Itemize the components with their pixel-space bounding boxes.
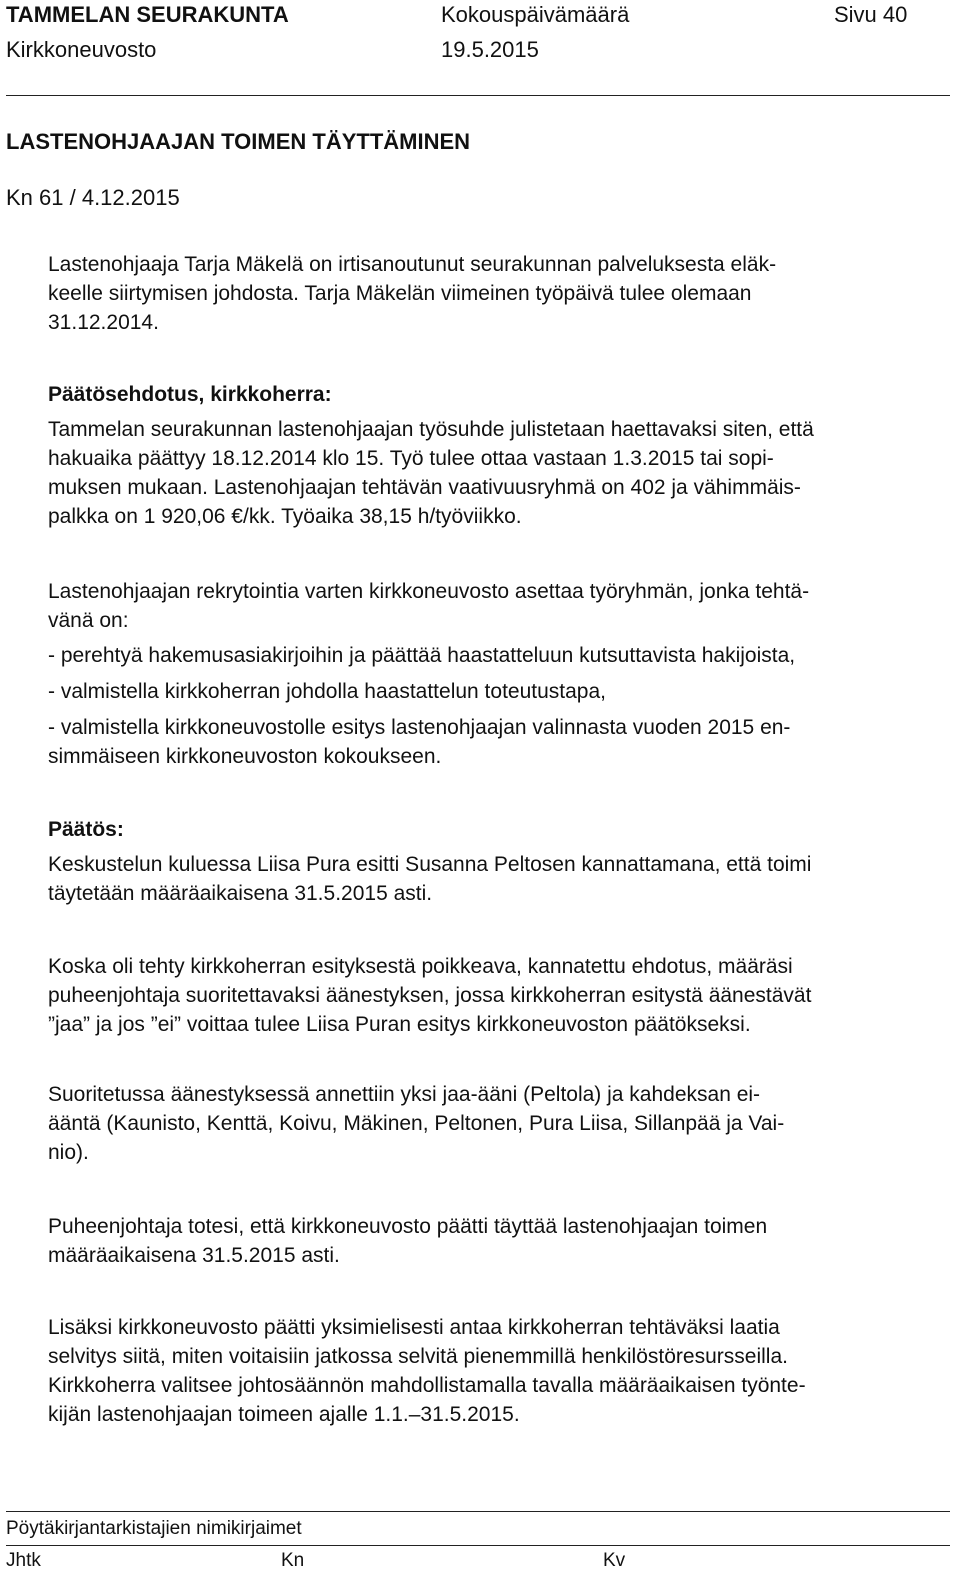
text-line: ”jaa” ja jos ”ei” voittaa tulee Liisa Puran esitys kirkkoneuvoston päätökseksi.	[48, 1013, 751, 1036]
text-line: Lastenohjaaja Tarja Mäkelä on irtisanoutunut seurakunnan palveluksesta eläk-	[48, 253, 777, 276]
text-line: - valmistella kirkkoherran johdolla haastattelun toteutustapa,	[48, 680, 606, 703]
proposal-section	[48, 380, 950, 409]
text-line: vänä on:	[48, 609, 129, 632]
text-line: - valmistella kirkkoneuvostolle esitys lastenohjaajan valinnasta vuoden 2015 en-	[48, 716, 791, 739]
intro-paragraph	[48, 250, 950, 337]
text-line: Kirkkoherra valitsee johtosäännön mahdollistamalla tavalla määräaikaisen työnte-	[48, 1374, 806, 1397]
decision-paragraph	[48, 1313, 950, 1429]
header-divider	[6, 95, 950, 96]
task-list-item	[48, 713, 950, 771]
text-line: Lisäksi kirkkoneuvosto päätti yksimielisesti antaa kirkkoherran tehtäväksi laatia	[48, 1316, 780, 1339]
task-list-item	[48, 641, 950, 670]
initials-kn: Kn	[281, 1550, 305, 1571]
text-line: puheenjohtaja suoritettavaksi äänestyksen, jossa kirkkoherran esitystä äänestävät	[48, 984, 812, 1007]
proposal-heading: Päätösehdotus, kirkkoherra:	[48, 383, 332, 406]
text-line: määräaikaisena 31.5.2015 asti.	[48, 1244, 340, 1267]
initials-jhtk: Jhtk	[6, 1550, 41, 1571]
text-line: täytetään määräaikaisena 31.5.2015 asti.	[48, 882, 433, 905]
initials-kv: Kv	[603, 1550, 626, 1571]
text-line: palkka on 1 920,06 €/kk. Työaika 38,15 h/työviikko.	[48, 505, 522, 528]
footer-divider-lower	[6, 1545, 950, 1546]
proposal-paragraph	[48, 415, 950, 531]
document-type: Kokouspäivämäärä	[441, 2, 630, 27]
text-line: nio).	[48, 1141, 89, 1164]
text-line: Puheenjohtaja totesi, että kirkkoneuvosto päätti täyttää lastenohjaajan toimen	[48, 1215, 768, 1238]
decision-section	[48, 815, 950, 844]
meeting-date: 19.5.2015	[441, 37, 539, 62]
text-line: keelle siirtymisen johdosta. Tarja Mäkelän viimeinen työpäivä tulee olemaan	[48, 282, 752, 305]
text-line: ääntä (Kaunisto, Kenttä, Koivu, Mäkinen, Peltonen, Pura Liisa, Sillanpää ja Vai-	[48, 1112, 785, 1135]
footer-label: Pöytäkirjantarkistajien nimikirjaimet	[6, 1518, 302, 1539]
footer-divider	[6, 1511, 950, 1512]
reference: Kn 61 / 4.12.2015	[6, 185, 180, 210]
text-line: hakuaika päättyy 18.12.2014 klo 15. Työ tulee ottaa vastaan 1.3.2015 tai sopi-	[48, 447, 774, 470]
text-line: simmäiseen kirkkoneuvoston kokoukseen.	[48, 745, 442, 768]
recruitment-paragraph	[48, 577, 950, 635]
text-line: kijän lastenohjaajan toimeen ajalle 1.1.–31.5.2015.	[48, 1403, 520, 1426]
page-number: Sivu 40	[834, 2, 908, 27]
text-line: Keskustelun kuluessa Liisa Pura esitti Susanna Peltosen kannattamana, että toimi	[48, 853, 812, 876]
page-title: LASTENOHJAAJAN TOIMEN TÄYTTÄMINEN	[6, 129, 471, 154]
text-line: selvitys siitä, miten voitaisiin jatkossa selvitä pienemmillä henkilöstöresursseilla.	[48, 1345, 788, 1368]
text-line: Lastenohjaajan rekrytointia varten kirkkoneuvosto asettaa työryhmän, jonka tehtä-	[48, 580, 810, 603]
body-name: Kirkkoneuvosto	[6, 37, 157, 62]
decision-paragraph	[48, 1212, 950, 1270]
decision-heading: Päätös:	[48, 818, 124, 841]
text-line: - perehtyä hakemusasiakirjoihin ja päättää haastatteluun kutsuttavista hakijoista,	[48, 644, 796, 667]
text-line: muksen mukaan. Lastenohjaajan tehtävän vaativuusryhmä on 402 ja vähimmäis-	[48, 476, 801, 499]
decision-paragraph	[48, 952, 950, 1039]
decision-paragraph	[48, 1080, 950, 1167]
text-line: 31.12.2014.	[48, 311, 159, 334]
text-line: Koska oli tehty kirkkoherran esityksestä poikkeava, kannatettu ehdotus, määräsi	[48, 955, 793, 978]
org-name: TAMMELAN SEURAKUNTA	[6, 2, 289, 27]
task-list-item	[48, 677, 950, 706]
text-line: Tammelan seurakunnan lastenohjaajan työsuhde julistetaan haettavaksi siten, että	[48, 418, 814, 441]
text-line: Suoritetussa äänestyksessä annettiin yksi jaa-ääni (Peltola) ja kahdeksan ei-	[48, 1083, 761, 1106]
decision-paragraph	[48, 850, 950, 908]
